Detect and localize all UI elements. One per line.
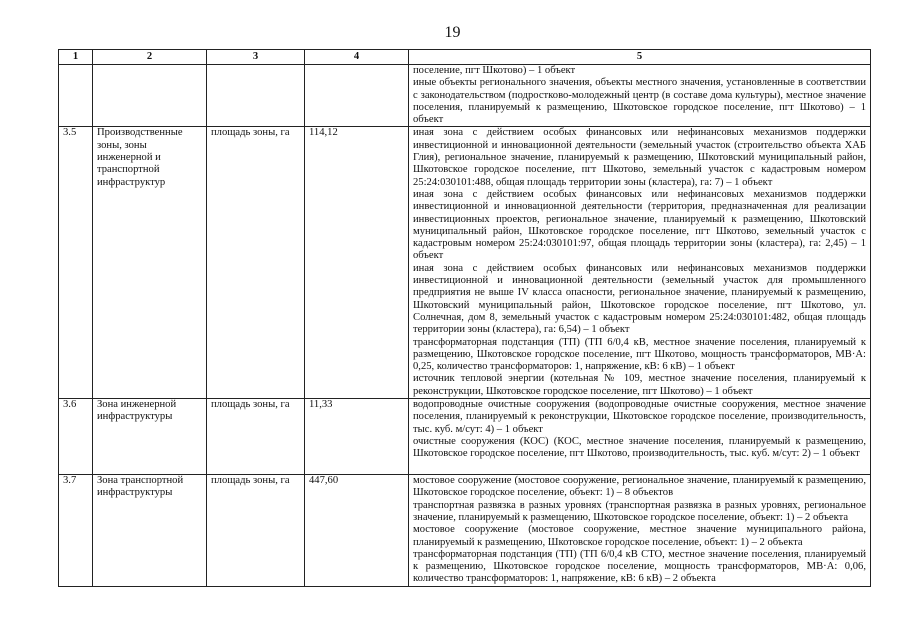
table-header-row: [59, 50, 871, 65]
description-paragraph: иная зона с действием особых финансовых или нефинансовых механизмов поддержки инвестиционной и инновационной деятельности (земельный участок (строительство объекта ХАБ Глия), региональное значение, планируемый к размещению, Шкотовский муниципальный район, Шкотовское городское поселение, пгт Шкотово, земельный участок с кадастровым номером 25:24:030101:488, общая площадь территории зоны (кластера), га: 7) – 1 объект: [413, 127, 866, 188]
description-cell: [409, 127, 871, 399]
parameter-cell: [207, 65, 305, 127]
table-row: [59, 475, 871, 587]
value-cell: [305, 65, 409, 127]
description-cell: [409, 399, 871, 475]
description-cell: [409, 475, 871, 587]
row-number-cell: 3.7: [59, 475, 93, 587]
page-number: 19: [444, 24, 461, 41]
header-cell: 1: [59, 50, 93, 65]
header-cell: 5: [409, 50, 871, 65]
table-row: [59, 65, 871, 127]
value-cell: 447,60: [305, 475, 409, 587]
header-cell: 3: [207, 50, 305, 65]
zone-name-cell: Зона инженерной инфраструктуры: [93, 399, 207, 475]
row-number-cell: 3.5: [59, 127, 93, 399]
description-paragraph: иная зона с действием особых финансовых или нефинансовых механизмов поддержки инвестиционной и инновационной деятельности (территория, предназначенная для реализации инвестиционных проектов, региональное значение, планируемый к размещению, Шкотовский муниципальный район, Шкотовское городское поселение, пгт Шкотово, земельный участок с кадастровым номером 25:24:030101:97, общая площадь территории зоны (кластера), га: 2,45) – 1 объект: [413, 188, 866, 262]
parameter-cell: площадь зоны, га: [207, 399, 305, 475]
table-row: [59, 127, 871, 399]
value-cell: 11,33: [305, 399, 409, 475]
description-cell: [409, 65, 871, 127]
row-number-cell: [59, 65, 93, 127]
description-paragraph: трансформаторная подстанция (ТП) (ТП 6/0,4 кВ СТО, местное значение поселения, планируемый к размещению, Шкотовское городское поселение, мощность трансформаторов, МВ·А: 0,06, количество трансформаторов: 1, напряжение, кВ: 6 кВ) – 2 объекта: [413, 548, 866, 585]
zone-name-cell: Зона транспортной инфраструктуры: [93, 475, 207, 587]
value-cell: 114,12: [305, 127, 409, 399]
zone-name-cell: Производственные зоны, зоны инженерной и транспортной инфраструктур: [93, 127, 207, 399]
parameter-cell: площадь зоны, га: [207, 475, 305, 587]
description-paragraph: мостовое сооружение (мостовое сооружение, местное значение муниципального района, планируемый к размещению, Шкотовское городское поселение, объект: 1) – 2 объекта: [413, 524, 866, 548]
header-cell: 2: [93, 50, 207, 65]
description-paragraph: водопроводные очистные сооружения (водопроводные очистные сооружения, местное значение поселения, планируемый к реконструкции, Шкотовское городское поселение, производительность, тыс. куб. м/сут: 4) – 1 объект: [413, 399, 866, 435]
table-row: [59, 399, 871, 475]
description-paragraph: источник тепловой энергии (котельная № 109, местное значение поселения, планируемый к реконструкции, Шкотовское городское поселение, пгт Шкотово) – 1 объект: [413, 373, 866, 397]
description-paragraph: очистные сооружения (КОС) (КОС, местное значение поселения, планируемый к размещению, Шкотовское городское поселение, пгт Шкотово, производительность, тыс. куб. м/сут: 2) – 1 объект: [413, 435, 866, 460]
description-paragraph: мостовое сооружение (мостовое сооружение, региональное значение, планируемый к размещению, Шкотовское городское поселение, объект: 1) – 8 объектов: [413, 475, 866, 499]
description-paragraph: трансформаторная подстанция (ТП) (ТП 6/0,4 кВ, местное значение поселения, планируемый к размещению, Шкотовское городское поселение, пгт Шкотово, мощность трансформаторов, МВ·А: 0,25, количество трансформаторов: 1, напряжение, кВ: 6 кВ) – 1 объект: [413, 336, 866, 373]
zone-name-cell: [93, 65, 207, 127]
header-cell: 4: [305, 50, 409, 65]
description-paragraph: иная зона с действием особых финансовых или нефинансовых механизмов поддержки инвестиционной и инновационной деятельности (земельный участок для промышленного предприятия не выше IV класса опасности, региональное значение, планируемый к размещению, Шкотовский муниципальный район, Шкотовское городское поселение, пгт Шкотово, ул. Солнечная, дом 8, земельный участок с кадастровым номером 25:24:030101:482, общая площадь территории зоны (кластера), га: 6,54) – 1 объект: [413, 262, 866, 336]
description-paragraph: иные объекты регионального значения, объекты местного значения, установленные в соответствии с законодательством (подростково-молодежный центр (в составе дома культуры), местное значение поселения, планируемый к размещению, Шкотовское городское поселение, пгт Шкотово) – 1 объект: [413, 77, 866, 126]
parameter-cell: площадь зоны, га: [207, 127, 305, 399]
row-number-cell: 3.6: [59, 399, 93, 475]
description-paragraph: поселение, пгт Шкотово) – 1 объект: [413, 65, 576, 76]
zones-table: [58, 49, 871, 587]
description-paragraph: транспортная развязка в разных уровнях (транспортная развязка в разных уровнях, региональное значение, планируемый к размещению, Шкотовское городское поселение, объект: 1) – 2 объекта: [413, 499, 866, 523]
